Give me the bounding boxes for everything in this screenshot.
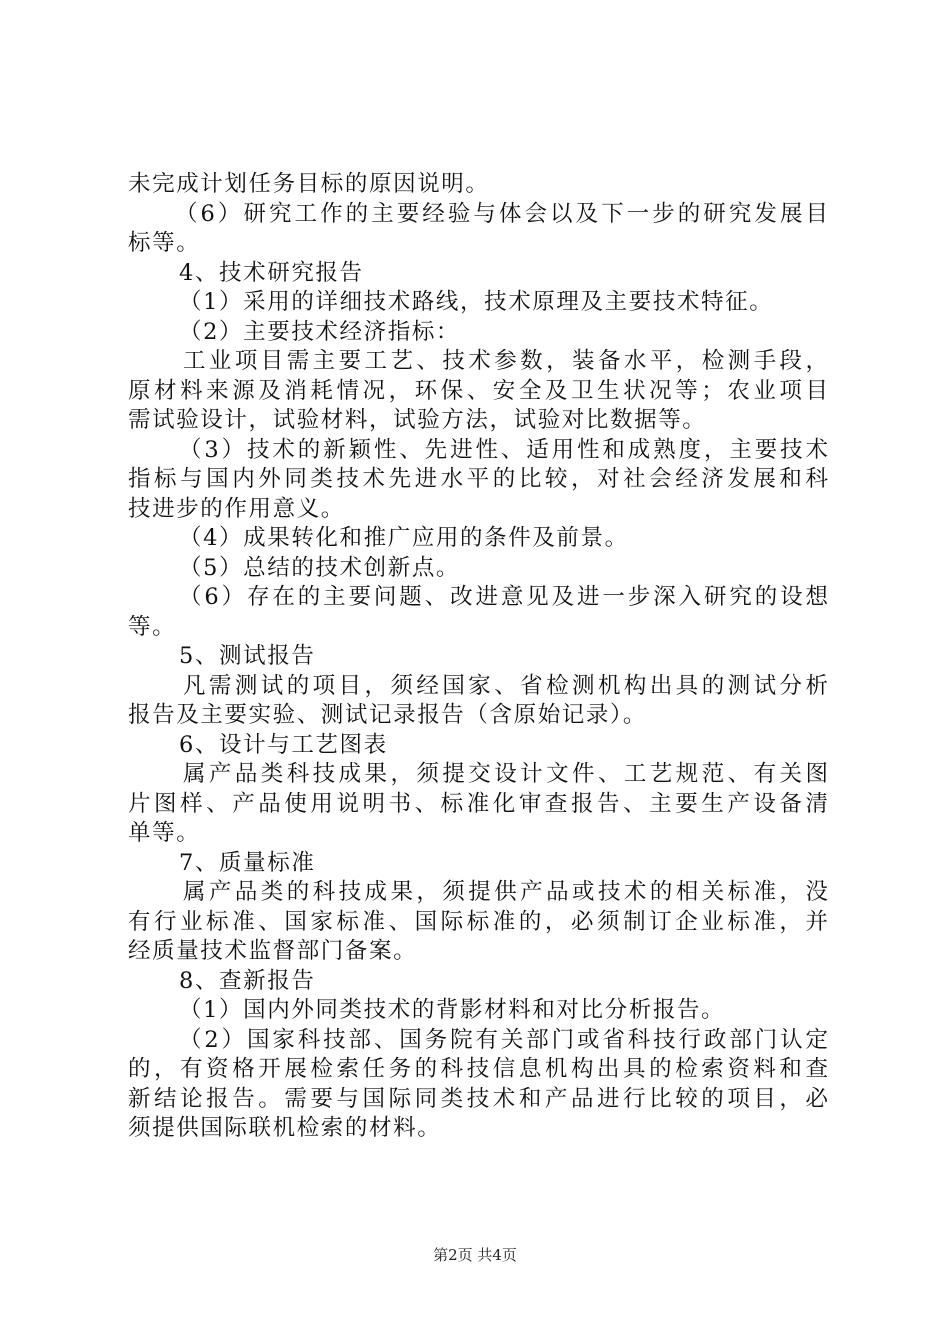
text-line: 属产品类的科技成果，须提供产品或技术的相关标准，没 <box>183 879 828 905</box>
text-line: 经质量技术监督部门备案。 <box>128 938 418 964</box>
text-line: 未完成计划任务目标的原因说明。 <box>128 171 490 197</box>
text-line: 标等。 <box>128 230 201 256</box>
text-line: 片图样、产品使用说明书、标准化审查报告、主要生产设备清 <box>128 790 828 817</box>
text-line: 工业项目需主要工艺、技术参数，装备水平，检测手段， <box>183 348 828 374</box>
text-line: 的，有资格开展检索任务的科技信息机构出具的检索资料和查 <box>128 1056 828 1082</box>
body-text <box>128 170 828 1144</box>
text-line: （1）国内外同类技术的背影材料和对比分析报告。 <box>179 997 726 1023</box>
text-line: 技进步的作用意义。 <box>128 495 345 522</box>
page-footer: 第2页 共4页 <box>433 1246 517 1264</box>
text-line: （6）存在的主要问题、改进意见及进一步深入研究的设想 <box>179 584 828 610</box>
section-heading: 7、质量标准 <box>179 849 316 876</box>
text-line: （3）技术的新颖性、先进性、适用性和成熟度，主要技术 <box>179 436 828 463</box>
text-line: （4）成果转化和推广应用的条件及前景。 <box>179 525 629 551</box>
text-line: 单等。 <box>128 820 201 846</box>
text-line: （2）国家科技部、国务院有关部门或省科技行政部门认定 <box>179 1026 828 1053</box>
text-line: 报告及主要实验、测试记录报告（含原始记录）。 <box>128 702 647 728</box>
text-line: 原材料来源及消耗情况，环保、安全及卫生状况等；农业项目 <box>128 377 828 404</box>
section-heading: 4、技术研究报告 <box>179 259 364 286</box>
text-line: 属产品类科技成果，须提交设计文件、工艺规范、有关图 <box>183 761 828 787</box>
text-line: （2）主要技术经济指标： <box>179 318 461 345</box>
text-line: 须提供国际联机检索的材料。 <box>128 1115 442 1141</box>
text-line: 新结论报告。需要与国际同类技术和产品进行比较的项目，必 <box>128 1085 828 1112</box>
section-heading: 6、设计与工艺图表 <box>179 731 388 758</box>
section-heading: 5、测试报告 <box>179 643 316 669</box>
text-line: 有行业标准、国家标准、国际标准的，必须制订企业标准，并 <box>128 908 828 935</box>
text-line: （6）研究工作的主要经验与体会以及下一步的研究发展目 <box>175 200 828 227</box>
text-line: （1）采用的详细技术路线，技术原理及主要技术特征。 <box>179 289 774 315</box>
text-line: 凡需测试的项目，须经国家、省检测机构出具的测试分析 <box>183 672 828 699</box>
text-line: （5）总结的技术创新点。 <box>179 554 461 581</box>
text-line: 等。 <box>128 613 177 640</box>
section-heading: 8、查新报告 <box>179 967 316 994</box>
text-line: 需试验设计，试验材料，试验方法，试验对比数据等。 <box>128 407 707 433</box>
text-line: 指标与国内外同类技术先进水平的比较，对社会经济发展和科 <box>128 466 828 492</box>
